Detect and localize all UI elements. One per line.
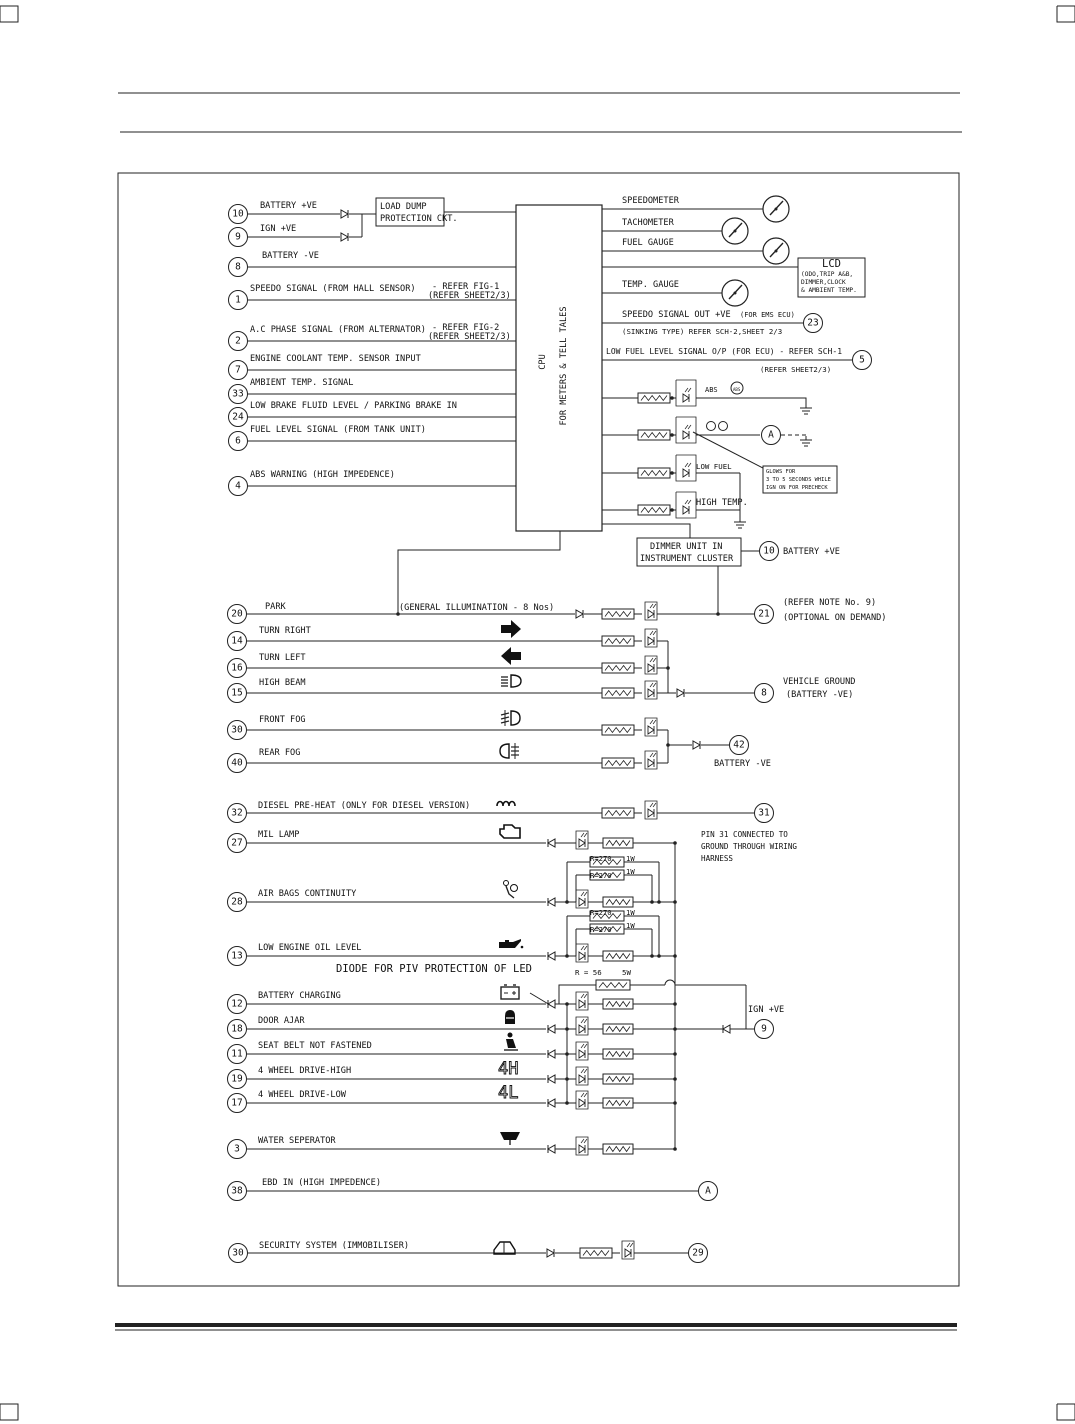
- high-temp-led-label: HIGH TEMP.: [696, 498, 748, 508]
- junction-dot: [650, 900, 654, 904]
- seat-belt-body: [506, 1039, 516, 1048]
- ebd-pin-number: 38: [231, 1185, 243, 1197]
- vehicle-ground-label: VEHICLE GROUND: [783, 677, 856, 687]
- temp-gauge-hub: [734, 292, 737, 295]
- dimmer-pin-label: BATTERY +VE: [783, 547, 840, 557]
- high-beam-icon: [511, 675, 521, 687]
- dimmer-label: INSTRUMENT CLUSTER: [640, 554, 734, 564]
- brake-icon: [707, 422, 716, 431]
- lamp-label-30: FRONT FOG: [259, 715, 306, 725]
- diode-symbol: [548, 1025, 555, 1033]
- wire-crossover: [665, 980, 675, 985]
- diode-symbol: [723, 1025, 730, 1033]
- load-dump-label: LOAD DUMP: [380, 202, 427, 212]
- pin31-note-line: PIN 31 CONNECTED TO: [701, 830, 788, 839]
- led-ray: [581, 946, 584, 950]
- wire-illumination: [398, 531, 560, 614]
- oil-r2-watt: 1W: [626, 921, 635, 930]
- arrow-left-icon: [501, 647, 521, 665]
- led-ray: [650, 753, 653, 757]
- diode-symbol: [548, 1099, 555, 1107]
- lamp-label-16: TURN LEFT: [259, 653, 306, 663]
- diode-symbol: [341, 233, 348, 241]
- led-ray: [688, 425, 691, 429]
- led-ray: [685, 425, 688, 429]
- led-symbol: [683, 469, 689, 477]
- warn-label-12: BATTERY CHARGING: [258, 991, 341, 1001]
- abs-label: ABS: [705, 386, 718, 394]
- lcd-line: & AMBIENT TEMP.: [801, 287, 857, 294]
- speedo-out-sub: (SINKING TYPE) REFER SCH-2,SHEET 2/3: [622, 327, 783, 336]
- input-label-2: A.C PHASE SIGNAL (FROM ALTERNATOR): [250, 325, 426, 335]
- ebd-label: EBD IN (HIGH IMPEDENCE): [262, 1178, 381, 1188]
- led-symbol: [579, 1145, 585, 1153]
- led-ray: [653, 658, 656, 662]
- speedo-out-note: (FOR EMS ECU): [740, 311, 795, 319]
- airbag-r2-label: R=270: [590, 871, 612, 880]
- pin21-label: (REFER NOTE No. 9): [783, 598, 877, 608]
- wire-cpu-dimmer: [602, 524, 690, 538]
- low-fuel-out-sub: (REFER SHEET2/3): [760, 365, 832, 374]
- input-label-4: ABS WARNING (HIGH IMPEDENCE): [250, 470, 395, 480]
- airbag-body: [506, 886, 514, 898]
- led-ray: [584, 1044, 587, 1048]
- pin31-note-line: HARNESS: [701, 854, 734, 863]
- led-bracket: [676, 380, 696, 406]
- glow-plug-icon: [497, 802, 515, 807]
- led-ray: [584, 1069, 587, 1073]
- led-symbol: [579, 839, 585, 847]
- input-note: (REFER SHEET2/3): [428, 332, 511, 342]
- led-ray: [581, 833, 584, 837]
- ign-label: IGN +VE: [748, 1005, 785, 1015]
- diode-symbol: [548, 898, 555, 906]
- input-label-ign: IGN +VE: [260, 224, 297, 234]
- gauge-label-1: TACHOMETER: [622, 218, 674, 228]
- diode-symbol: [548, 839, 555, 847]
- junction-dot: [670, 396, 674, 400]
- r56-label: R = 56: [575, 968, 602, 977]
- led-symbol: [648, 664, 654, 672]
- junction-dot: [657, 954, 661, 958]
- led-ray: [581, 1069, 584, 1073]
- battery-icon: [501, 987, 519, 999]
- pin31-note-line: GROUND THROUGH WIRING: [701, 842, 798, 851]
- preheat-label: DIESEL PRE-HEAT (ONLY FOR DIESEL VERSION): [258, 801, 471, 811]
- pin21-sub: (OPTIONAL ON DEMAND): [783, 613, 887, 623]
- junction-dot: [670, 433, 674, 437]
- led-ray: [581, 1044, 584, 1048]
- abs-icon-text: ABS: [733, 387, 741, 392]
- security-label: SECURITY SYSTEM (IMMOBILISER): [259, 1241, 410, 1251]
- led-ray: [584, 1139, 587, 1143]
- tachometer-gauge-hub: [734, 230, 737, 233]
- preheat-pin-number: 32: [231, 807, 243, 819]
- oil-r2-label: R=270: [590, 925, 612, 934]
- led-bracket: [676, 417, 696, 443]
- junction-dot: [565, 900, 569, 904]
- airbag-r1-watt: 1W: [626, 854, 635, 863]
- airbag-r2-watt: 1W: [626, 867, 635, 876]
- r56-watt: 5W: [622, 968, 631, 977]
- led-symbol: [579, 1025, 585, 1033]
- lamp-label-15: HIGH BEAM: [259, 678, 306, 688]
- warn-pin-27-number: 27: [231, 837, 243, 849]
- low-fuel-out-pin-number: 5: [859, 354, 865, 366]
- airbag-bag: [511, 885, 518, 892]
- input-label-7: ENGINE COOLANT TEMP. SENSOR INPUT: [250, 354, 421, 364]
- led-ray: [650, 720, 653, 724]
- input-pin-2-number: 2: [235, 335, 241, 347]
- led-ray: [584, 1019, 587, 1023]
- warn-pin-17-number: 17: [231, 1097, 243, 1109]
- led-symbol: [579, 1075, 585, 1083]
- ign-pin-number: 9: [761, 1023, 767, 1035]
- input-label-8: BATTERY -VE: [262, 251, 319, 261]
- diode-symbol: [341, 210, 348, 218]
- warn-label-11: SEAT BELT NOT FASTENED: [258, 1041, 372, 1051]
- fog-ground-pin-number: 42: [733, 739, 745, 751]
- warn-pin-28-number: 28: [231, 896, 243, 908]
- led-symbol: [683, 394, 689, 402]
- led-ray: [584, 892, 587, 896]
- seat-belt-icon: [508, 1033, 513, 1038]
- front-fog-icon: [511, 711, 520, 725]
- fog-ground-label: BATTERY -VE: [714, 759, 771, 769]
- led-ray: [581, 1019, 584, 1023]
- led-ray: [685, 463, 688, 467]
- glows-note-line: GLOWS FOR: [766, 469, 796, 475]
- engine-check-icon: [500, 825, 520, 838]
- crop-mark: [1057, 1404, 1075, 1420]
- pin-21-number: 21: [758, 608, 770, 620]
- led-symbol: [648, 726, 654, 734]
- led-ray: [650, 604, 653, 608]
- input-pin-8-number: 8: [235, 261, 241, 273]
- lcd-title: LCD: [822, 258, 841, 270]
- led-symbol: [579, 1000, 585, 1008]
- warn-label-27: MIL LAMP: [258, 830, 300, 840]
- diode-symbol: [548, 1145, 555, 1153]
- led-ray: [653, 631, 656, 635]
- warn-pin-18-number: 18: [231, 1023, 243, 1035]
- led-ray: [688, 463, 691, 467]
- junction-dot: [565, 954, 569, 958]
- input-pin-4-number: 4: [235, 480, 241, 492]
- junction-dot: [670, 471, 674, 475]
- pin-29-number: 29: [692, 1247, 704, 1259]
- led-ray: [627, 1243, 630, 1247]
- diode-note-pointer: [530, 993, 550, 1005]
- led-ray: [584, 946, 587, 950]
- led-ray: [581, 1093, 584, 1097]
- diode-symbol: [548, 1050, 555, 1058]
- oil-can-icon: [499, 939, 521, 948]
- lcd-line: (ODO,TRIP A&B,: [801, 271, 854, 278]
- park-label: PARK: [265, 602, 286, 612]
- warn-label-3: WATER SEPERATOR: [258, 1136, 336, 1146]
- input-pin-6-number: 6: [235, 435, 241, 447]
- dimmer-pin-10-number: 10: [763, 545, 775, 557]
- dimmer-label: DIMMER UNIT IN: [650, 542, 723, 552]
- led-symbol: [683, 506, 689, 514]
- door-ajar-icon: [505, 1010, 515, 1024]
- led-ray: [653, 803, 656, 807]
- diode-symbol: [693, 741, 700, 749]
- vehicle-ground-sub: (BATTERY -VE): [786, 690, 854, 700]
- glows-note-line: IGN ON FOR PRECHECK: [766, 485, 828, 491]
- led-ray: [630, 1243, 633, 1247]
- led-symbol: [625, 1249, 631, 1257]
- input-note: - REFER FIG-1: [432, 282, 500, 292]
- led-ray: [650, 683, 653, 687]
- warn-label-28: AIR BAGS CONTINUITY: [258, 889, 357, 899]
- low-fuel-led-label: LOW FUEL: [696, 462, 732, 471]
- input-pin-10-number: 10: [232, 208, 244, 220]
- input-label-33: AMBIENT TEMP. SIGNAL: [250, 378, 354, 388]
- wire-abs-ground: [702, 398, 806, 404]
- led-bracket: [676, 492, 696, 518]
- led-symbol: [648, 637, 654, 645]
- warn-pin-11-number: 11: [231, 1048, 243, 1060]
- led-ray: [584, 994, 587, 998]
- speedo-out-label: SPEEDO SIGNAL OUT +VE: [622, 310, 731, 320]
- led-ray: [688, 500, 691, 504]
- input-label-battery: BATTERY +VE: [260, 201, 317, 211]
- load-dump-label: PROTECTION CKT.: [380, 214, 458, 224]
- diode-symbol: [547, 1249, 554, 1257]
- warn-pin-12-number: 12: [231, 998, 243, 1010]
- 4h-icon: 4H: [498, 1059, 519, 1079]
- pin-31-number: 31: [758, 807, 770, 819]
- led-ray: [581, 892, 584, 896]
- diode-symbol: [677, 689, 684, 697]
- led-symbol: [648, 610, 654, 618]
- led-symbol: [579, 952, 585, 960]
- arrow-right-icon: [501, 620, 521, 638]
- diode-symbol: [548, 1075, 555, 1083]
- led-ray: [653, 604, 656, 608]
- led-symbol: [648, 759, 654, 767]
- oil-r1-label: R=270: [590, 908, 612, 917]
- lamp-pin-40-number: 40: [231, 757, 243, 769]
- warn-pin-3-number: 3: [234, 1143, 240, 1155]
- junction-dot: [650, 954, 654, 958]
- connector-a-ebd-number: A: [705, 1185, 711, 1197]
- diode-symbol: [576, 610, 583, 618]
- led-ray: [650, 631, 653, 635]
- junction-dot: [666, 666, 670, 670]
- vehicle-ground-pin-number: 8: [761, 687, 767, 699]
- crop-mark: [0, 1404, 18, 1420]
- led-symbol: [579, 1050, 585, 1058]
- input-note: (REFER SHEET2/3): [428, 291, 511, 301]
- led-ray: [653, 683, 656, 687]
- speedo-out-pin-number: 23: [807, 317, 819, 329]
- lamp-pin-15-number: 15: [231, 687, 243, 699]
- input-label-6: FUEL LEVEL SIGNAL (FROM TANK UNIT): [250, 425, 426, 435]
- lamp-pin-16-number: 16: [231, 662, 243, 674]
- warn-pin-19-number: 19: [231, 1073, 243, 1085]
- gauge-label-3: TEMP. GAUGE: [622, 280, 679, 290]
- led-symbol: [579, 898, 585, 906]
- lamp-pin-30-number: 30: [231, 724, 243, 736]
- fuel-gauge-hub: [775, 250, 778, 253]
- led-bracket: [676, 455, 696, 481]
- cpu-sublabel: FOR METERS & TELL TALES: [559, 306, 569, 426]
- input-pin-9-number: 9: [235, 231, 241, 243]
- lcd-line: DIMMER,CLOCK: [801, 279, 846, 286]
- warn-label-18: DOOR AJAR: [258, 1016, 305, 1026]
- led-ray: [653, 753, 656, 757]
- led-ray: [581, 994, 584, 998]
- led-ray: [653, 720, 656, 724]
- input-label-24: LOW BRAKE FLUID LEVEL / PARKING BRAKE IN: [250, 401, 457, 411]
- airbag-r1-label: R=270: [590, 854, 612, 863]
- input-pin-33-number: 33: [232, 388, 244, 400]
- rear-fog-icon: [500, 744, 509, 758]
- led-ray: [581, 1139, 584, 1143]
- water-separator-icon: [500, 1132, 520, 1140]
- led-ray: [584, 833, 587, 837]
- led-ray: [688, 388, 691, 392]
- cpu-label: CPU: [538, 354, 548, 370]
- led-ray: [584, 1093, 587, 1097]
- oil-drop: [521, 946, 524, 949]
- junction-dot: [657, 900, 661, 904]
- connector-a-top-number: A: [768, 429, 774, 441]
- warn-label-13: LOW ENGINE OIL LEVEL: [258, 943, 362, 953]
- speedometer-gauge-hub: [775, 208, 778, 211]
- input-pin-1-number: 1: [235, 294, 241, 306]
- gauge-label-2: FUEL GAUGE: [622, 238, 674, 248]
- warn-pin-13-number: 13: [231, 950, 243, 962]
- warn-label-19: 4 WHEEL DRIVE-HIGH: [258, 1066, 352, 1076]
- 4l-icon: 4L: [498, 1083, 519, 1103]
- lamp-pin-14-number: 14: [231, 635, 243, 647]
- led-symbol: [648, 809, 654, 817]
- led-ray: [650, 803, 653, 807]
- oil-r1-watt: 1W: [626, 908, 635, 917]
- warn-label-17: 4 WHEEL DRIVE-LOW: [258, 1090, 346, 1100]
- lamp-label-40: REAR FOG: [259, 748, 301, 758]
- led-ray: [685, 388, 688, 392]
- lamp-label-14: TURN RIGHT: [259, 626, 311, 636]
- led-ray: [650, 658, 653, 662]
- input-label-1: SPEEDO SIGNAL (FROM HALL SENSOR): [250, 284, 416, 294]
- footer-rule: [115, 1323, 957, 1327]
- led-symbol: [648, 689, 654, 697]
- crop-mark: [0, 6, 18, 22]
- led-symbol: [683, 431, 689, 439]
- crop-mark: [1057, 6, 1075, 22]
- airbag-icon: [504, 881, 509, 886]
- park-note: (GENERAL ILLUMINATION - 8 Nos): [399, 603, 555, 613]
- diode-note: DIODE FOR PIV PROTECTION OF LED: [336, 963, 532, 975]
- security-pin-number: 30: [232, 1247, 244, 1259]
- low-fuel-out-label: LOW FUEL LEVEL SIGNAL O/P (FOR ECU) - REFER SCH-1: [606, 347, 843, 356]
- wire-high-temp: [702, 510, 740, 518]
- input-note: - REFER FIG-2: [432, 323, 500, 333]
- input-pin-7-number: 7: [235, 364, 241, 376]
- led-ray: [685, 500, 688, 504]
- diode-symbol: [548, 952, 555, 960]
- gauge-label-0: SPEEDOMETER: [622, 196, 679, 206]
- input-pin-24-number: 24: [232, 411, 244, 423]
- park-pin-number: 20: [231, 608, 243, 620]
- led-symbol: [579, 1099, 585, 1107]
- glows-note-line: 3 TO 5 SECONDS WHILE: [766, 477, 831, 483]
- junction-dot: [670, 508, 674, 512]
- park-brake-icon: [719, 422, 728, 431]
